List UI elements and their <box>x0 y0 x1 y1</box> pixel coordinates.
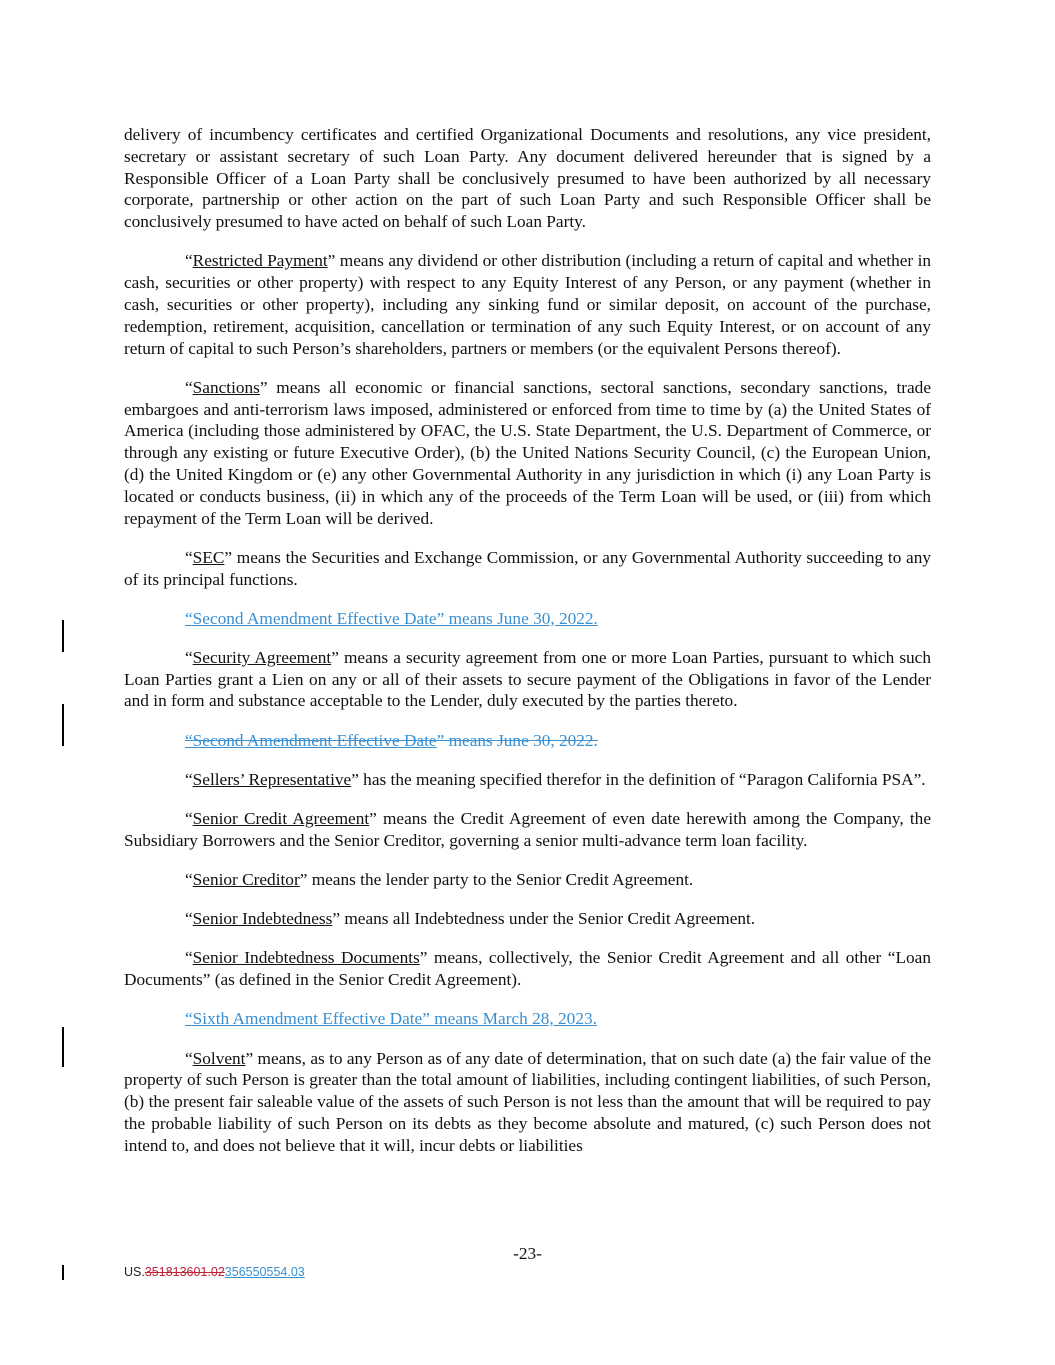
inserted-text: “Second Amendment Effective Date” means June 30, 2022. <box>185 608 598 628</box>
definition-solvent: “Solvent” means, as to any Person as of any date of determination, that on such date (a) the fair value of the property of such Person is greater than the total amount of liabilities, including contingent liabilities, of such Person, (b) the present fair saleable value of the assets of such Person is not less than the amount that will be required to pay the probable liability of such Person on its debts as they become absolute and matured, (c) such Person does not intend to, and does not believe that it will, incur debts or liabilities <box>124 1048 931 1155</box>
definition-senior-creditor: “Senior Creditor” means the lender party to the Senior Credit Agreement. <box>185 870 694 890</box>
definition-senior-indebtedness-documents: “Senior Indebtedness Documents” means, collectively, the Senior Credit Agreement and all other “Loan Documents” (as defined in the Senior Credit Agreement). <box>124 948 931 990</box>
definition-sec: “SEC” means the Securities and Exchange Commission, or any Governmental Authority succeeding to any of its principal functions. <box>124 547 931 589</box>
change-bar <box>62 1265 64 1280</box>
defined-term: Solvent <box>192 1048 246 1068</box>
definition-senior-credit-agreement: “Senior Credit Agreement” means the Credit Agreement of even date herewith among the Company, the Subsidiary Borrowers and the Senior Creditor, governing a senior multi-advance term loan facility. <box>124 809 931 850</box>
defined-term: Sellers’ Representative <box>192 769 352 789</box>
change-bar <box>62 620 64 652</box>
defined-term: Senior Credit Agreement <box>192 809 370 829</box>
document-page <box>124 124 931 1174</box>
deleted-definition-second-amendment <box>124 730 931 752</box>
inserted-definition-sixth-amendment <box>124 1008 931 1030</box>
defined-term: SEC <box>192 547 225 567</box>
inserted-definition-second-amendment <box>124 608 931 630</box>
defined-term: Senior Creditor <box>192 870 300 890</box>
continuation-paragraph: delivery of incumbency certificates and certified Organizational Documents and resolutions, any vice president, secretary or assistant secretary of such Loan Party. Any document delivered hereunder that is signed by a Responsible Officer of a Loan Party shall be conclusively presumed to have been authorized by all necessary corporate, partnership or other action on the part of such Loan Party and such Responsible Officer shall be conclusively presumed to have acted on behalf of such Loan Party. <box>124 125 931 232</box>
definition-sanctions: “Sanctions” means all economic or financial sanctions, sectoral sanctions, secondary sanctions, trade embargoes and anti-terrorism laws imposed, administered or enforced from time to time by (a) the United States of America (including those administered by OFAC, the U.S. State Department, the U.S. Department of Commerce, or through any existing or future Executive Order), (b) the United Nations Security Council, (c) the European Union, (d) the United Kingdom or (e) any other Governmental Authority in any jurisdiction in which (i) any Loan Party is located or conducts business, (ii) in which any of the proceeds of the Term Loan will be used, or (iii) from which repayment of the Term Loan will be derived. <box>124 377 931 528</box>
deleted-doc-id: 351813601.02 <box>144 1265 225 1279</box>
inserted-doc-id: 356550554.03 <box>224 1265 305 1279</box>
change-bar <box>62 704 64 746</box>
definition-senior-indebtedness: “Senior Indebtedness” means all Indebtedness under the Senior Credit Agreement. <box>185 909 756 929</box>
page-number: -23- <box>513 1244 542 1263</box>
defined-term: Security Agreement <box>192 647 332 667</box>
inserted-text: “Sixth Amendment Effective Date” means March 28, 2023. <box>185 1009 597 1029</box>
definition-restricted-payment: “Restricted Payment” means any dividend or other distribution (including a return of capital and whether in cash, securities or other property) with respect to any Equity Interest of any Person, or any payment (whether in cash, securities or other property), including any sinking fund or similar deposit, on account of the purchase, redemption, retirement, acquisition, cancellation or termination of any such Equity Interest, or on account of any return of capital to such Person’s shareholders, partners or members (or the equivalent Persons thereof). <box>124 251 932 358</box>
definition-security-agreement: “Security Agreement” means a security agreement from one or more Loan Parties, pursuant to which such Loan Parties grant a Lien on any or all of their assets to secure payment of the Obligations in favor of the Lender and in form and substance acceptable to the Lender, duly executed by the parties thereto. <box>124 647 931 711</box>
document-id: US.351813601.02356550554.03 <box>124 1265 305 1279</box>
change-bar <box>62 1027 64 1067</box>
definition-sellers-representative: “Sellers’ Representative” has the meaning specified therefor in the definition of “Paragon California PSA”. <box>185 769 926 789</box>
defined-term: Restricted Payment <box>192 251 328 271</box>
defined-term: Sanctions <box>192 377 260 397</box>
deleted-text: “Second Amendment Effective Date” means June 30, 2022. <box>185 730 598 750</box>
defined-term: Senior Indebtedness <box>192 909 333 929</box>
defined-term: Senior Indebtedness Documents <box>192 948 420 968</box>
